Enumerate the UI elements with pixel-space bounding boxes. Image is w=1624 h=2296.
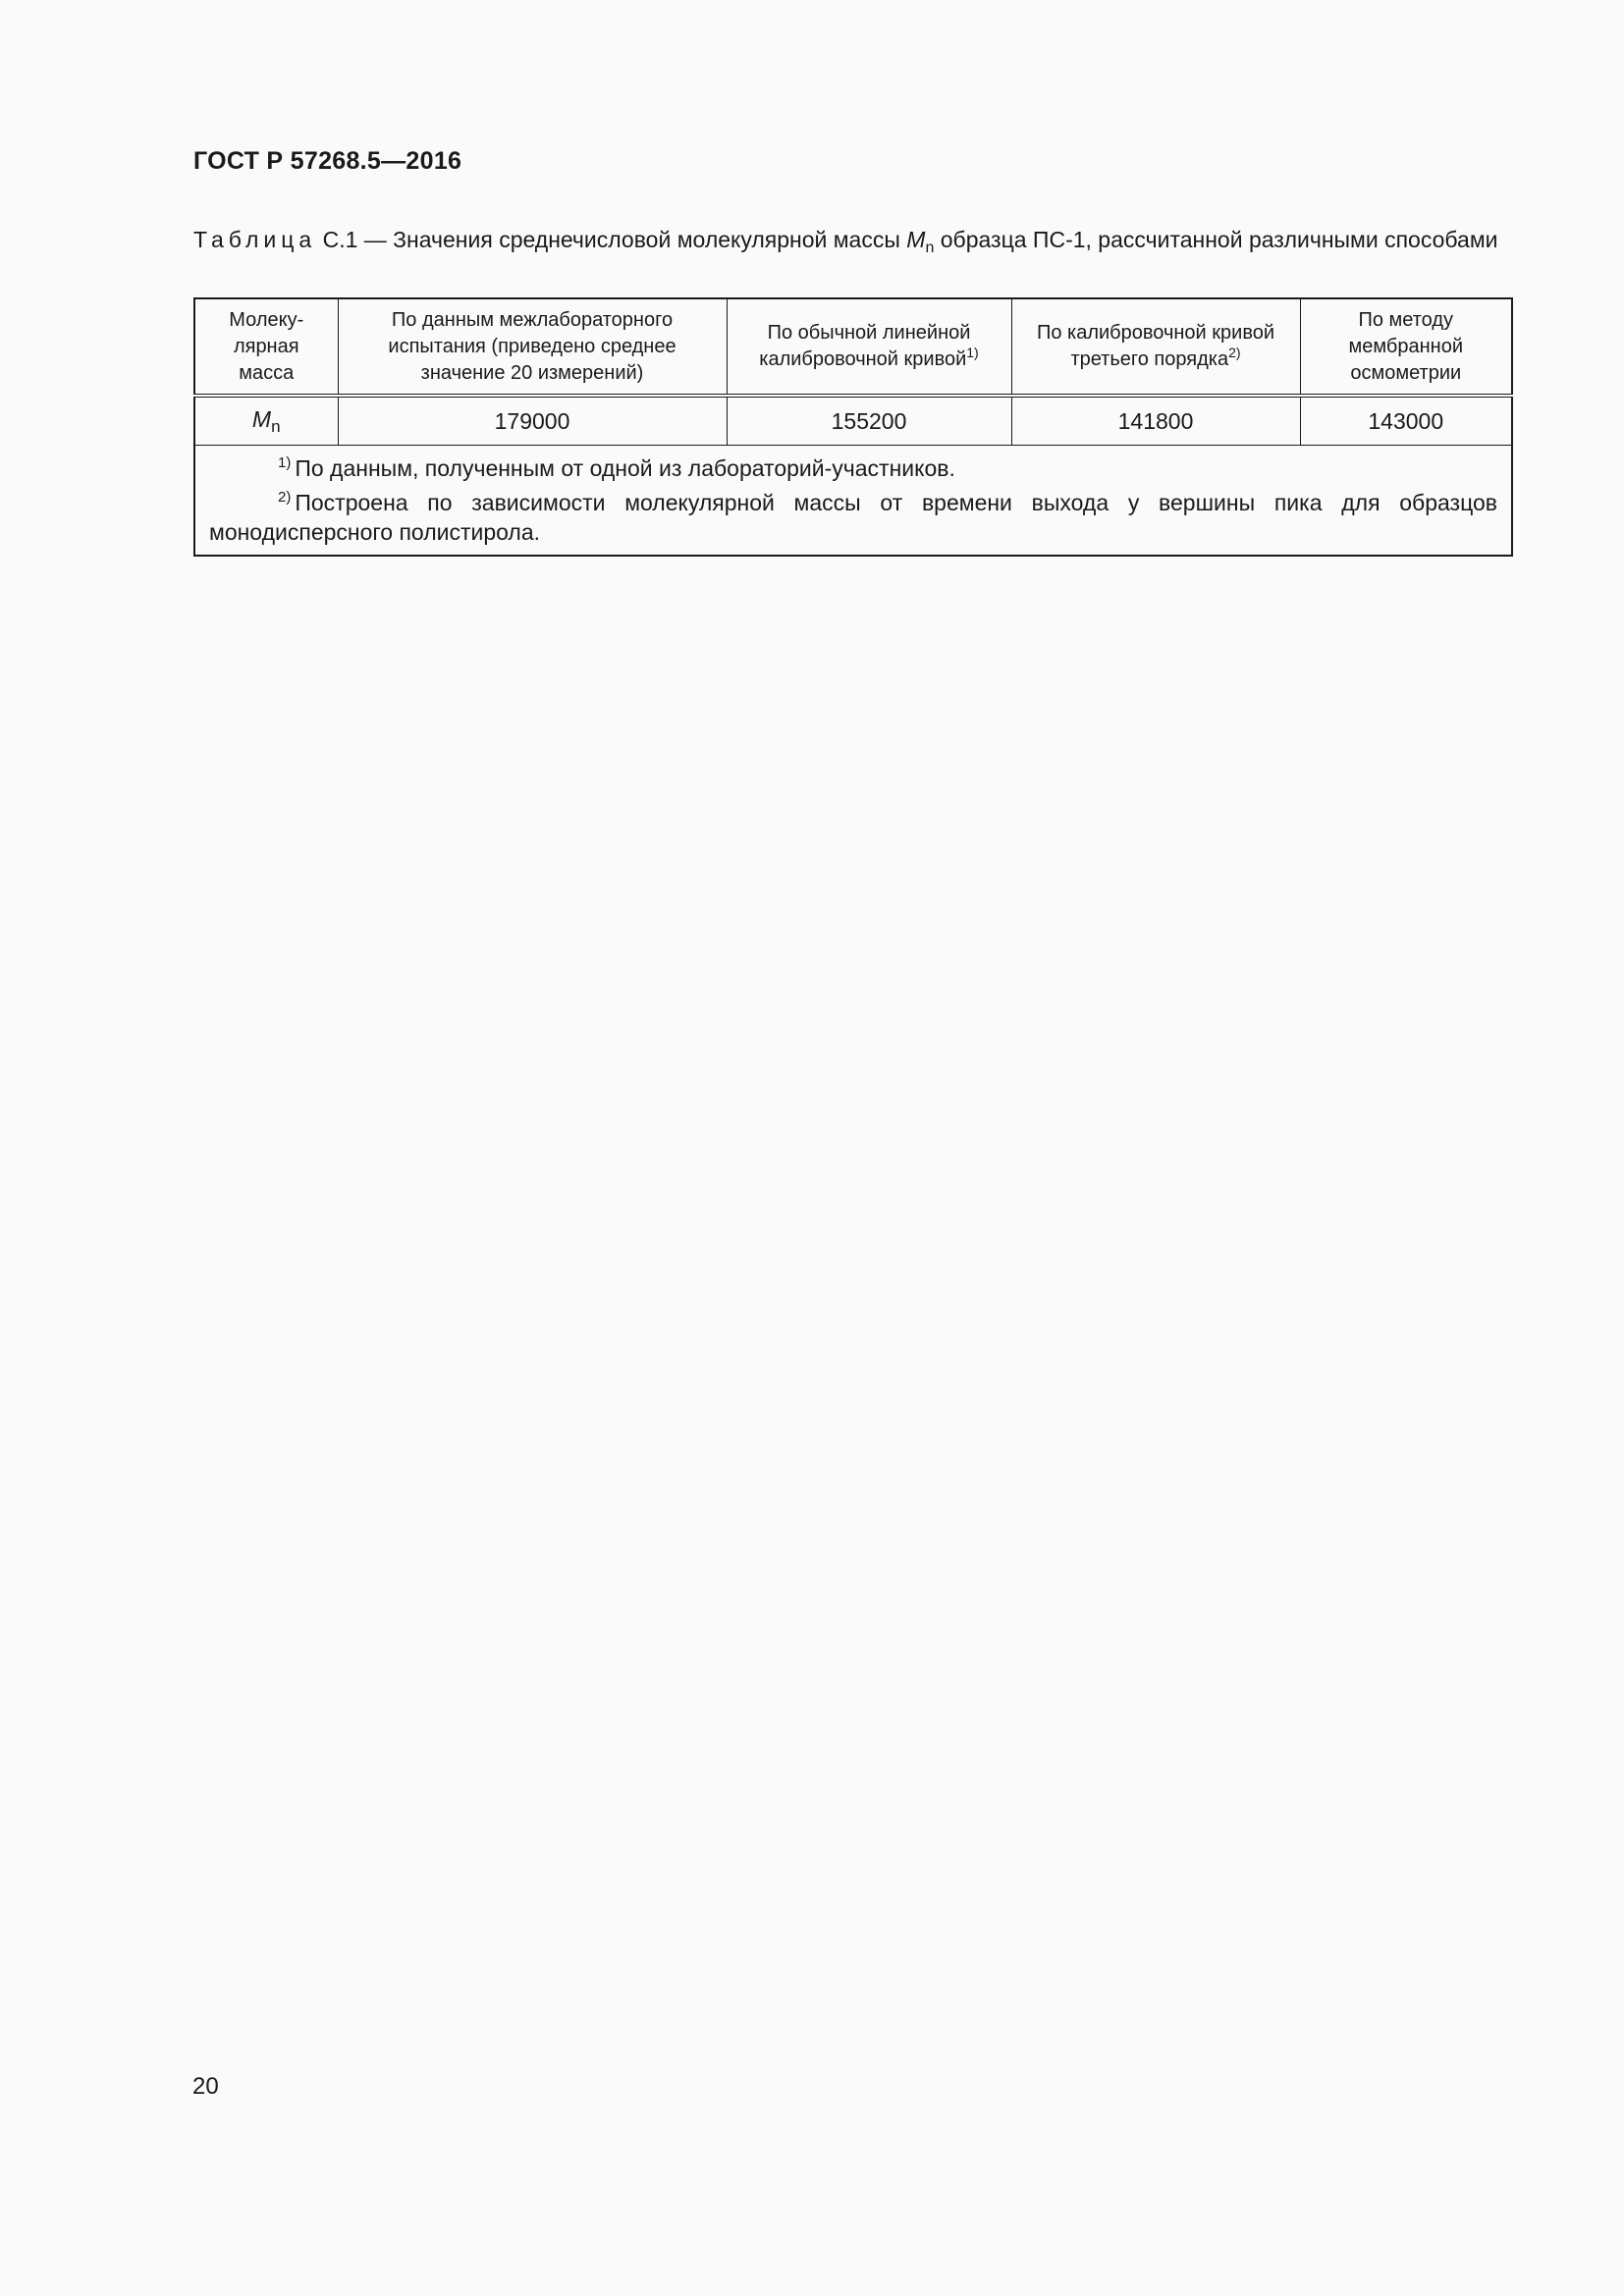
- header-cell-molecular-mass: [194, 298, 338, 396]
- footnote-1: [209, 454, 1497, 483]
- footnotes-cell: [194, 446, 1512, 557]
- footnote-text: По данным, полученным от одной из лабораторий-участников.: [295, 455, 955, 481]
- header-cell-linear-curve: [727, 298, 1011, 396]
- data-table: [193, 297, 1513, 557]
- header-text: Молеку- лярная масса: [229, 308, 304, 384]
- caption-number: С.1 — Значения среднечисловой молекулярной массы: [316, 227, 907, 252]
- value-cell: 141800: [1011, 396, 1300, 446]
- table-notes-row: [194, 446, 1512, 557]
- table-header-row: [194, 298, 1512, 396]
- caption-prefix: Таблица: [193, 227, 317, 252]
- header-text: По методу мембранной осмометрии: [1348, 308, 1463, 384]
- header-text: По данным межлабораторного испытания (приведено среднее значение 20 измерений): [388, 308, 677, 384]
- document-header: ГОСТ Р 57268.5—2016: [193, 147, 462, 175]
- value-cell: 143000: [1300, 396, 1512, 446]
- row-subscript: n: [271, 416, 281, 436]
- header-cell-osmometry: [1300, 298, 1512, 396]
- page-number: 20: [192, 2073, 219, 2100]
- header-footnote-mark: 1): [966, 345, 979, 360]
- row-label-cell: [194, 396, 338, 446]
- row-symbol: M: [251, 405, 272, 432]
- header-cell-third-order-curve: [1011, 298, 1300, 396]
- table-caption: [193, 225, 1509, 263]
- value-cell: 179000: [338, 396, 727, 446]
- caption-subscript: n: [925, 240, 935, 256]
- header-footnote-mark: 2): [1228, 345, 1241, 360]
- footnote-text: Построена по зависимости молекулярной массы от времени выхода у вершины пика для образцов монодисперсного полистирола.: [209, 490, 1497, 545]
- footnote-number: 2): [278, 489, 292, 506]
- caption-symbol: M: [906, 227, 926, 252]
- header-text: По обычной линейной калибровочной кривой: [759, 322, 971, 370]
- caption-rest: образца ПС-1, рассчитанной различными способами: [934, 227, 1498, 252]
- header-text: По калибровочной кривой третьего порядка: [1036, 322, 1275, 370]
- footnote-2: [209, 488, 1497, 547]
- header-cell-interlab: [338, 298, 727, 396]
- footnote-number: 1): [278, 454, 292, 471]
- value-cell: 155200: [727, 396, 1011, 446]
- table-row: [194, 396, 1512, 446]
